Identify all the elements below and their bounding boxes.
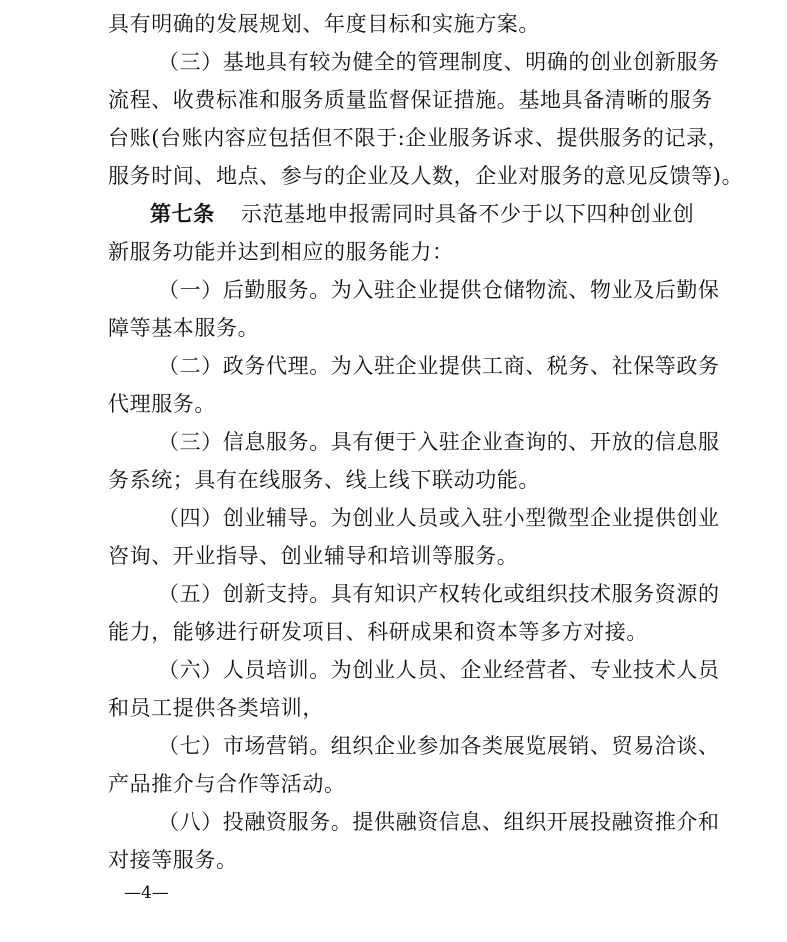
text-line: （八）投融资服务。提供融资信息、组织开展投融资推介和 [158, 810, 720, 834]
text-line: 新服务功能并达到相应的服务能力： [108, 240, 454, 264]
text-line: （七）市场营销。组织企业参加各类展览展销、贸易洽谈、 [158, 734, 720, 758]
text-line: 和员工提供各类培训， [108, 696, 324, 720]
text-line: （三）信息服务。具有便于入驻企业查询的、开放的信息服 [158, 430, 720, 454]
text-line: （三）基地具有较为健全的管理制度、明确的创业创新服务 [158, 50, 720, 74]
text-line: （一）后勤服务。为入驻企业提供仓储物流、物业及后勤保 [158, 278, 720, 302]
text-line: 流程、收费标准和服务质量监督保证措施。基地具备清晰的服务 [108, 88, 713, 112]
text-line: 示范基地申报需同时具备不少于以下四种创业创 [240, 202, 695, 226]
text-line: 具有明确的发展规划、年度目标和实施方案。 [108, 12, 540, 36]
text-line: 服务时间、地点、参与的企业及人数，企业对服务的意见反馈等)。 [108, 164, 744, 188]
text-line: （四）创业辅导。为创业人员或入驻小型微型企业提供创业 [158, 506, 720, 530]
text-line: 台账(台账内容应包括但不限于:企业服务诉求、提供服务的记录， [108, 126, 730, 150]
text-line: （五）创新支持。具有知识产权转化或组织技术服务资源的 [158, 582, 720, 606]
page-number: —4— [124, 883, 169, 903]
article-heading-line [150, 200, 740, 228]
text-line: 障等基本服务。 [108, 316, 260, 340]
article-label: 第七条 [150, 201, 215, 226]
text-line: 对接等服务。 [108, 848, 238, 872]
text-line: 代理服务。 [108, 392, 216, 416]
text-line: 咨询、开业指导、创业辅导和培训等服务。 [108, 544, 519, 568]
text-line: （二）政务代理。为入驻企业提供工商、税务、社保等政务 [158, 354, 720, 378]
text-line: 产品推介与合作等活动。 [108, 772, 346, 796]
text-line: 能力，能够进行研发项目、科研成果和资本等多方对接。 [108, 620, 648, 644]
text-line: （六）人员培训。为创业人员、企业经营者、专业技术人员 [158, 658, 720, 682]
text-line: 务系统；具有在线服务、线上线下联动功能。 [108, 468, 540, 492]
